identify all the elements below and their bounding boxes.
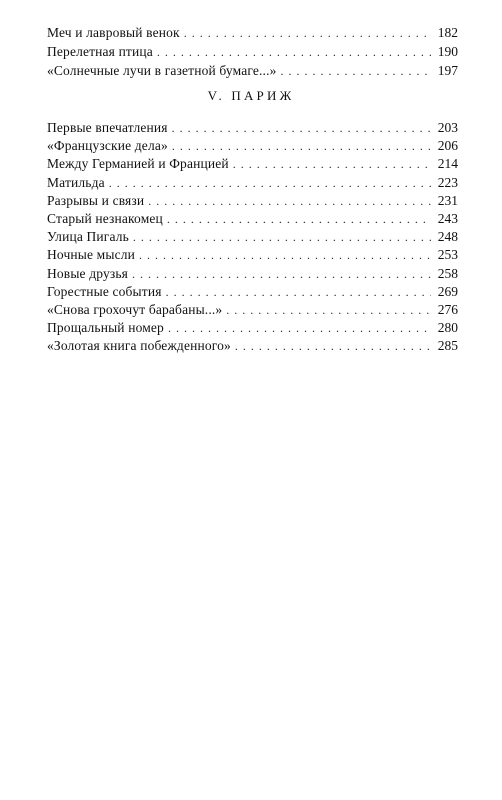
toc-entry-title: «Снова грохочут барабаны...» (47, 301, 223, 317)
toc-entry-page: 243 (437, 210, 458, 226)
dot-leader (184, 24, 431, 43)
dot-leader (233, 155, 431, 173)
dot-leader (157, 43, 431, 62)
dot-leader (132, 265, 431, 283)
toc-entry-page: 285 (437, 338, 458, 354)
toc-entry-page: 231 (437, 192, 458, 208)
toc-entry (47, 174, 458, 192)
toc-entry-title: Первые впечатления (47, 120, 168, 135)
toc-entry-title: Прощальный номер (47, 320, 164, 336)
dot-leader (148, 192, 431, 210)
toc-entry (47, 119, 458, 137)
toc-entry (47, 228, 458, 246)
dot-leader (226, 301, 431, 319)
toc-list-previous-section (47, 23, 458, 80)
toc-entry (47, 301, 458, 319)
toc-entry (47, 42, 458, 61)
toc-entry-page: 269 (437, 283, 458, 299)
toc-entry-page: 203 (437, 120, 458, 135)
toc-entry-page: 248 (437, 229, 458, 245)
toc-entry (47, 137, 458, 155)
toc-entry (47, 23, 458, 42)
toc-entry-title: Новые друзья (47, 265, 129, 281)
dot-leader (133, 228, 431, 246)
toc-entry-title: Старый незнакомец (47, 210, 163, 226)
toc-entry-title: Улица Пигаль (47, 229, 129, 245)
toc-entry-title: «Французские дела» (47, 138, 168, 154)
toc-entry (47, 61, 458, 80)
toc-entry-page: 206 (437, 138, 458, 154)
toc-entry (47, 210, 458, 228)
toc-entry (47, 246, 458, 264)
toc-entry-title: Матильда (47, 174, 105, 190)
dot-leader (139, 246, 431, 264)
toc-entry-page: 182 (437, 25, 458, 40)
dot-leader (166, 283, 431, 301)
toc-entry-title: «Солнечные лучи в газетной бумаге...» (47, 63, 277, 78)
toc-entry-page: 276 (437, 301, 458, 317)
toc-entry-page: 214 (437, 156, 458, 172)
toc-entry (47, 155, 458, 173)
dot-leader (281, 62, 432, 81)
toc-entry-title: Меч и лавровый венок (47, 25, 180, 40)
toc-entry-title: Разрывы и связи (47, 192, 145, 208)
toc-entry (47, 283, 458, 301)
toc-entry (47, 319, 458, 337)
toc-list-paris-section (47, 119, 458, 355)
toc-entry-title: Между Германией и Францией (47, 156, 229, 172)
toc-entry (47, 192, 458, 210)
toc-entry-page: 280 (437, 320, 458, 336)
toc-entry-title: Перелетная птица (47, 44, 153, 59)
toc-entry-page: 253 (437, 247, 458, 263)
toc-entry-page: 258 (437, 265, 458, 281)
dot-leader (167, 210, 431, 228)
toc-entry-title: Ночные мысли (47, 247, 135, 263)
toc-entry-page: 190 (437, 44, 458, 59)
toc-entry (47, 337, 458, 355)
dot-leader (235, 337, 431, 355)
dot-leader (168, 319, 431, 337)
dot-leader (172, 119, 431, 137)
dot-leader (172, 137, 431, 155)
toc-entry-title: Горестные события (47, 283, 162, 299)
section-heading: V. ПАРИЖ (207, 88, 295, 103)
toc-entry-page: 223 (437, 174, 458, 190)
toc-entry (47, 265, 458, 283)
toc-entry-page: 197 (437, 63, 458, 78)
toc-entry-title: «Золотая книга побежденного» (47, 338, 231, 354)
dot-leader (109, 174, 431, 192)
